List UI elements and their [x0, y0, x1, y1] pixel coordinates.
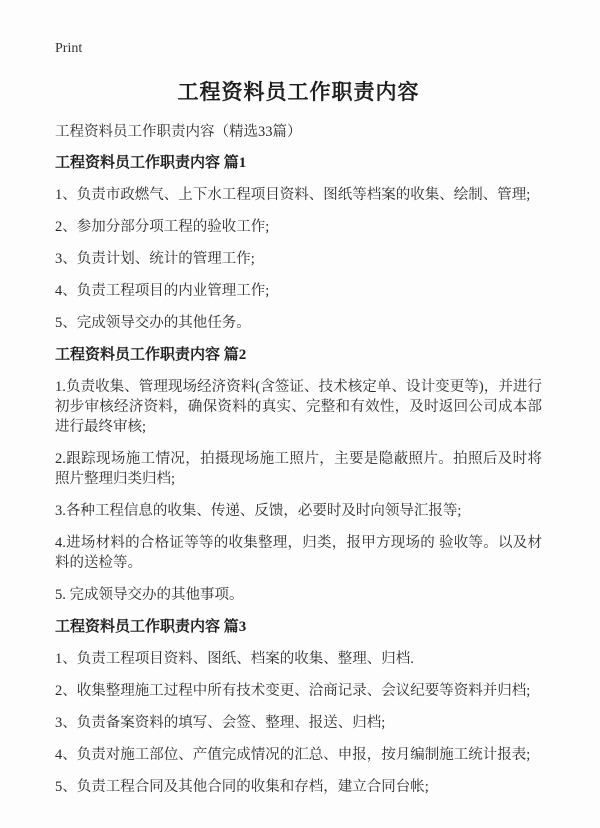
section-2-item-3: 3.各种工程信息的收集、传递、反馈，必要时及时向领导汇报等; — [55, 503, 462, 519]
doc-subtitle: 工程资料员工作职责内容（精选33篇） — [55, 124, 302, 140]
page-title: 工程资料员工作职责内容 — [177, 80, 420, 104]
section-3-heading: 工程资料员工作职责内容 篇3 — [55, 619, 247, 635]
section-2-item-1: 1.负责收集、管理现场经济资料(含签证、技术核定单、设计变更等)，并进行初步审核经济资料，确保资料的真实、完整和有效性，及时返回公司成本部进行最终审核; — [55, 379, 542, 435]
section-1 — [55, 153, 542, 333]
section-2-item-2: 2.跟踪现场施工情况，拍摄现场施工照片，主要是隐蔽照片。拍照后及时将照片整理归类归档; — [55, 451, 542, 487]
section-1-item-4: 4、负责工程项目的内业管理工作; — [55, 283, 270, 299]
section-1-item-1: 1、负责市政燃气、上下水工程项目资料、图纸等档案的收集、绘制、管理; — [55, 187, 531, 203]
section-3-item-4: 4、负责对施工部位、产值完成情况的汇总、申报，按月编制施工统计报表; — [55, 747, 531, 763]
section-1-item-2: 2、参加分部分项工程的验收工作; — [55, 219, 270, 235]
section-2-heading: 工程资料员工作职责内容 篇2 — [55, 347, 247, 363]
section-1-item-5: 5、完成领导交办的其他任务。 — [55, 315, 251, 331]
section-3-item-3: 3、负责备案资料的填写、会签、整理、报送、归档; — [55, 715, 386, 731]
section-3-item-1: 1、负责工程项目资料、图纸、档案的收集、整理、归档. — [55, 651, 414, 667]
section-3-item-2: 2、收集整理施工过程中所有技术变更、洽商记录、会议纪要等资料并归档; — [55, 683, 531, 699]
section-2-item-4: 4.进场材料的合格证等等的收集整理，归类，报甲方现场的 验收等。以及材料的送检等。 — [55, 535, 542, 571]
print-link[interactable]: Print — [55, 41, 83, 56]
section-1-heading: 工程资料员工作职责内容 篇1 — [55, 155, 247, 171]
section-2-item-5: 5. 完成领导交办的其他事项。 — [55, 587, 244, 603]
section-2 — [55, 345, 542, 605]
section-1-item-3: 3、负责计划、统计的管理工作; — [55, 251, 255, 267]
section-3-item-5: 5、负责工程合同及其他合同的收集和存档，建立合同台帐; — [55, 779, 429, 795]
section-3 — [55, 617, 542, 797]
